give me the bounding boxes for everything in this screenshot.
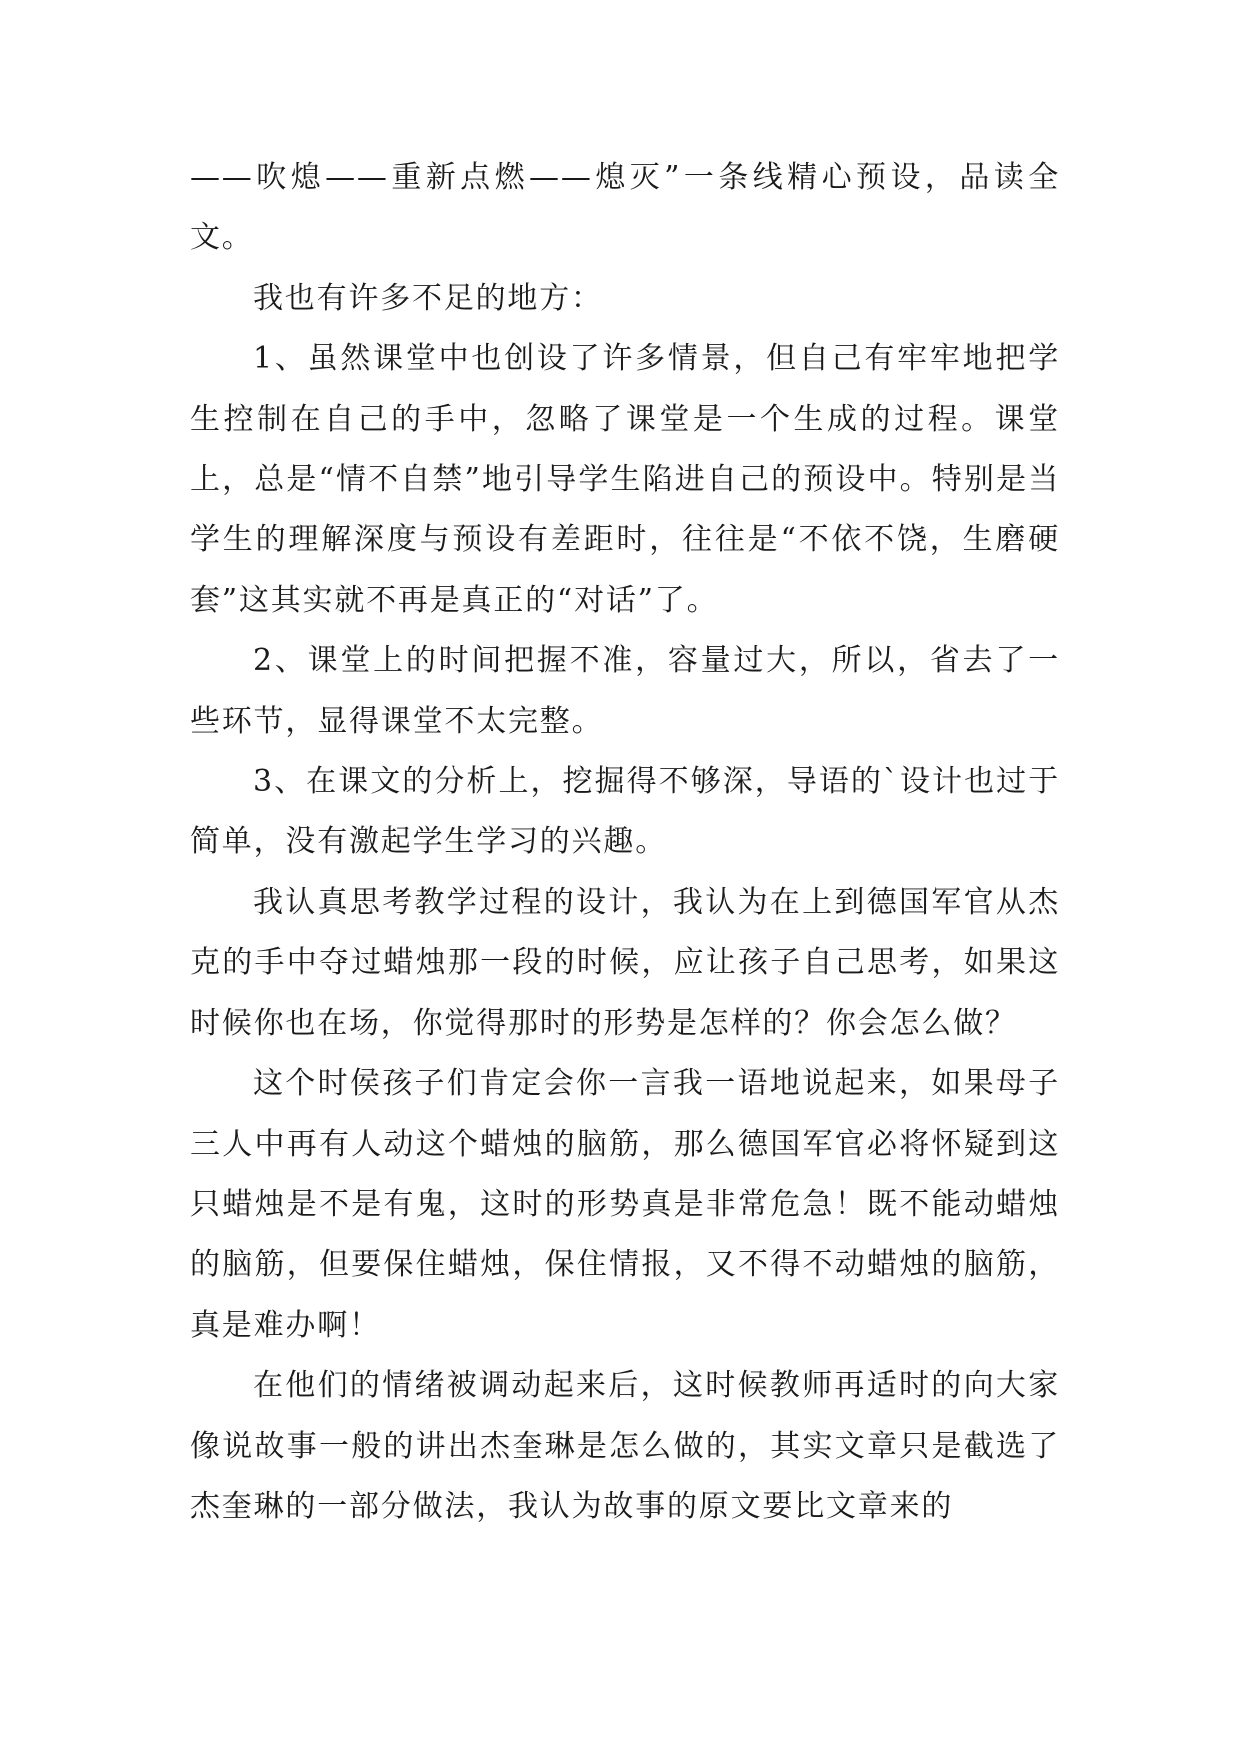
paragraph-reflection: 我认真思考教学过程的设计，我认为在上到德国军官从杰克的手中夺过蜡烛那一段的时候，应让孩子自己思考，如果这时候你也在场，你觉得那时的形势是怎样的？你会怎么做？ (190, 884, 1060, 1041)
paragraph-continuation: ——吹熄——重新点燃——熄灭”一条线精心预设，品读全文。 (190, 160, 1060, 256)
paragraph-point-1: 1、虽然课堂中也创设了许多情景，但自己有牢牢地把学生控制在自己的手中，忽略了课堂是一个生成的过程。课堂上，总是“情不自禁”地引导学生陷进自己的预设中。特别是当学生的理解深度与预设有差距时，往往是“不依不饶，生磨硬套”这其实就不再是真正的“对话”了。 (190, 341, 1060, 618)
paragraph-storytelling: 在他们的情绪被调动起来后，这时候教师再适时的向大家像说故事一般的讲出杰奎琳是怎么做的，其实文章只是截选了杰奎琳的一部分做法，我认为故事的原文要比文章来的 (190, 1368, 1060, 1524)
paragraph-point-2: 2、课堂上的时间把握不准，容量过大，所以，省去了一些环节，显得课堂不太完整。 (190, 643, 1060, 739)
paragraph-point-3: 3、在课文的分析上，挖掘得不够深，导语的`设计也过于简单，没有激起学生学习的兴趣。 (190, 764, 1060, 860)
document-body (190, 148, 1060, 1537)
paragraph-discussion: 这个时侯孩子们肯定会你一言我一语地说起来，如果母子三人中再有人动这个蜡烛的脑筋，那么德国军官必将怀疑到这只蜡烛是不是有鬼，这时的形势真是非常危急！既不能动蜡烛的脑筋，但要保住蜡烛，保住情报，又不得不动蜡烛的脑筋，真是难办啊！ (190, 1066, 1060, 1343)
paragraph-shortcomings-intro: 我也有许多不足的地方： (253, 280, 603, 316)
